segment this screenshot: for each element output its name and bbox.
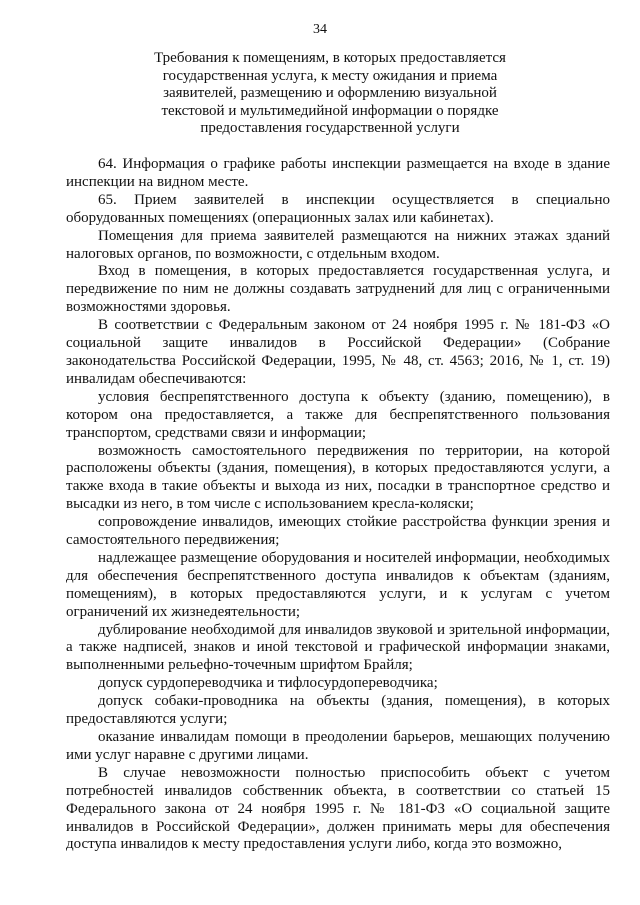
list-item-escort: сопровождение инвалидов, имеющих стойкие расстройства функции зрения и самостоятельного передвижения; bbox=[66, 514, 610, 549]
heading-line: государственная услуга, к месту ожидания и приема bbox=[162, 67, 498, 84]
heading-line: заявителей, размещению и оформлению визуальной bbox=[163, 85, 497, 102]
heading-line: текстовой и мультимедийной информации о порядке bbox=[161, 102, 499, 119]
paragraph-entrance: Вход в помещения, в которых предоставляется государственная услуга, и передвижение по ним не должны создавать затруднений для лиц с ограниченными возможностями здоровья. bbox=[66, 263, 610, 316]
paragraph-premises: Помещения для приема заявителей размещаются на нижних этажах зданий налоговых органов, по возможности, с отдельным входом. bbox=[66, 227, 610, 262]
page-number: 34 bbox=[313, 22, 327, 37]
document-body bbox=[66, 156, 610, 854]
heading-line: предоставления государственной услуги bbox=[200, 120, 460, 137]
paragraph-64: 64. Информация о графике работы инспекции размещается на входе в здание инспекции на видном месте. bbox=[66, 156, 610, 190]
section-heading bbox=[90, 50, 570, 138]
list-item-movement: возможность самостоятельного передвижения по территории, на которой расположены объекты (здания, помещения), в которых предоставляются услуги, а также входа в такие объекты и выхода из них, посадки в транспортное средство и высадки из него, в том числе с использованием кресла-коляски; bbox=[66, 442, 610, 513]
paragraph-federal-law: В соответствии с Федеральным законом от 24 ноября 1995 г. № 181-ФЗ «О социальной защите инвалидов в Российской Федерации» (Собрание законодательства Российской Федерации, 1995, № 48, ст. 4563; 2016, № 1, ст. 19) инвалидам обеспечиваются: bbox=[66, 317, 610, 387]
list-item-guide-dog: допуск собаки-проводника на объекты (здания, помещения), в которых предоставляются услуги; bbox=[66, 693, 610, 728]
list-item-assistance: оказание инвалидам помощи в преодолении барьеров, мешающих получению ими услуг наравне с другими лицами. bbox=[66, 729, 610, 763]
list-item-duplication: дублирование необходимой для инвалидов звуковой и зрительной информации, а также надписей, знаков и иной текстовой и графической информации знаками, выполненными рельефно-точечным шрифтом Брайля; bbox=[66, 621, 610, 674]
list-item-equipment-placement: надлежащее размещение оборудования и носителей информации, необходимых для обеспечения беспрепятственного доступа инвалидов к объектам (зданиям, помещениям), в которых предоставляются услуги, и к услугам с учетом ограничений их жизнедеятельности; bbox=[66, 549, 610, 620]
list-item-access-conditions: условия беспрепятственного доступа к объекту (зданию, помещению), в котором она предоставляется, а также для беспрепятственного пользования транспортом, средствами связи и информации; bbox=[66, 388, 610, 441]
paragraph-impossibility: В случае невозможности полностью приспособить объект с учетом потребностей инвалидов собственник объекта, в соответствии со статьей 15 Федерального закона от 24 ноября 1995 г. № 181-ФЗ «О социальной защите инвалидов в Российской Федерации», должен принимать меры для обеспечения доступа инвалидов к месту предоставления услуги либо, когда это возможно, bbox=[66, 764, 610, 853]
paragraph-65: 65. Прием заявителей в инспекции осуществляется в специально оборудованных помещениях (операционных залах или кабинетах). bbox=[66, 191, 610, 226]
list-item-sign-interpreter: допуск сурдопереводчика и тифлосурдопереводчика; bbox=[98, 675, 438, 692]
heading-line: Требования к помещениям, в которых предоставляется bbox=[154, 50, 506, 66]
